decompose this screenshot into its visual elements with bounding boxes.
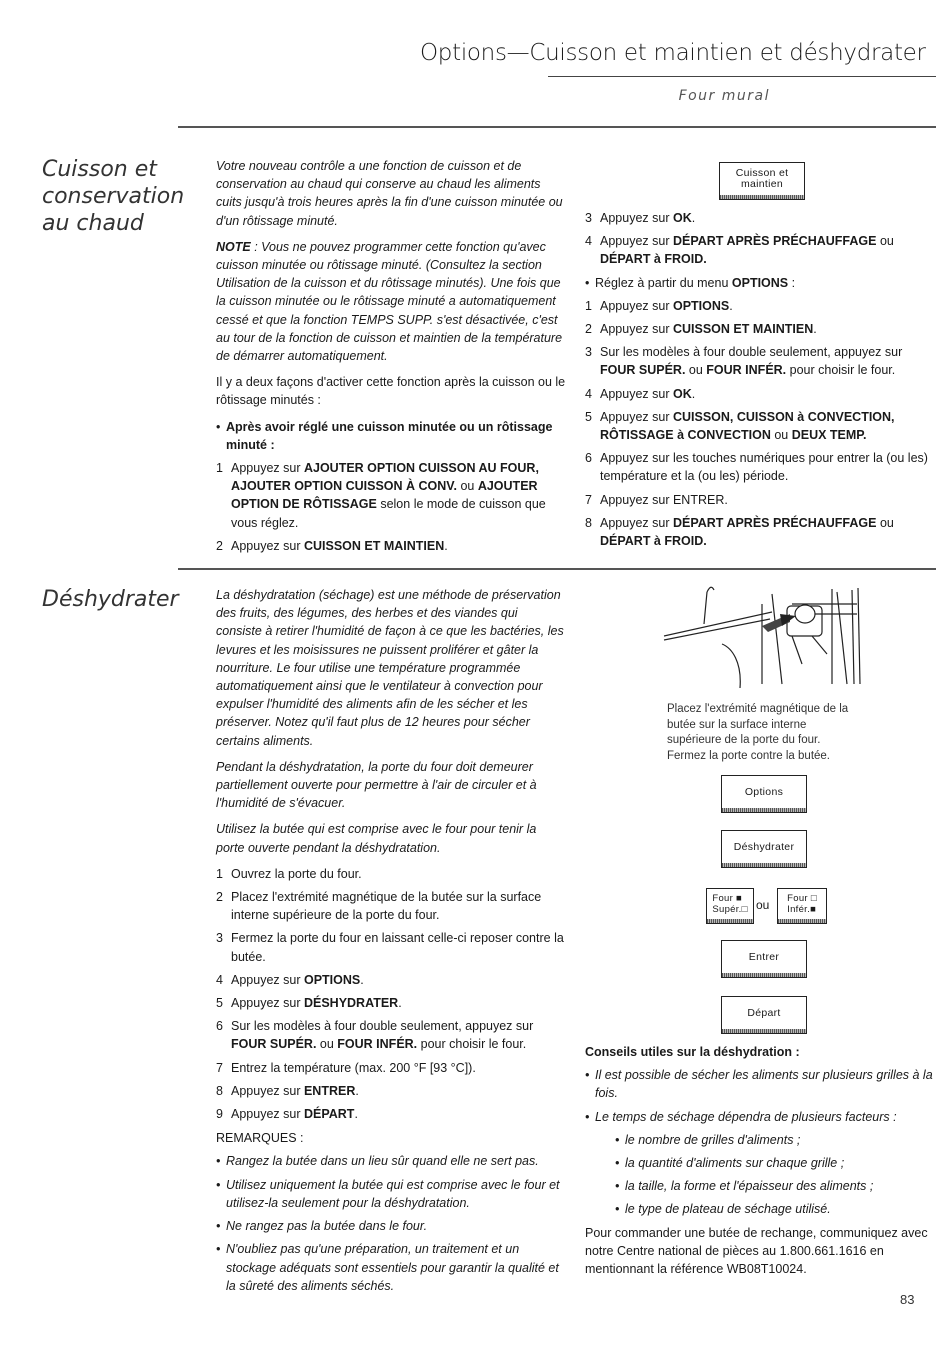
options-key: Options [721,775,807,813]
remarques-heading: REMARQUES : [216,1131,304,1146]
remarque-3: • Ne rangez pas la butée dans le four. [216,1219,428,1234]
section2-step-8: 8 Appuyez sur ENTRER. [216,1083,359,1098]
tip-2c: • la taille, la forme et l'épaisseur des aliments ; [615,1179,874,1194]
section1-bullet-a: • Après avoir réglé une cuisson minutée ou un rôtissage minuté : [216,419,553,452]
tips-section [585,1043,937,1286]
tip-2b: • la quantité d'aliments sur chaque grille ; [615,1156,845,1171]
section1-intro: Votre nouveau contrôle a une fonction de cuisson et de conservation au chaud qui conserve au chaud les aliments cuits jusqu'à trois heures après la fin d'une cuisson minutée ou d'un rôtissage minuté. [216,159,563,228]
section2-step-3: 3 Fermez la porte du four en laissant celle-ci reposer contre la butée. [216,931,564,964]
tips-title: Conseils utiles sur la déshydration : [585,1045,800,1059]
section2-intro-2: Pendant la déshydratation, la porte du four doit demeurer partiellement ouverte pour permettre à l'air de circuler et à l'humidité de s'évacuer. [216,759,537,811]
ou-label: ou [756,898,770,912]
tip-2a: • le nombre de grilles d'aliments ; [615,1132,801,1147]
page-number: 83 [900,1292,915,1307]
section1-step-3: 3 Appuyez sur OK. [585,211,696,225]
cuisson-et-maintien-key: Cuisson et maintien [719,162,805,200]
section1-step-2: 2 Appuyez sur CUISSON ET MAINTIEN. [216,538,448,553]
section1-step-4: 4 Appuyez sur DÉPART APRÈS PRÉCHAUFFAGE ou DÉPART à FROID. [585,234,894,267]
section1-b-step-2: 2 Appuyez sur CUISSON ET MAINTIEN. [585,322,817,337]
page-subtitle: Four mural [678,88,770,104]
section2-intro-1: La déshydratation (séchage) est une méthode de préservation des fruits, des légumes, des herbes et des viandes qui consiste à retirer l'humidité de façon à ce que les bactéries, les levures et les moisissures ne puissent proliférer et gâter la nourriture. Le four utilise une température programmée automatiquement ainsi que le ventilateur à convection pour expulser l'humidité des aliments afin de les sécher et les préserver. Notez qu'il faut plus de 12 heures pour sécher certains aliments. [216,588,564,748]
deshydrater-key: Déshydrater [721,830,807,868]
section2-step-9: 9 Appuyez sur DÉPART. [216,1107,358,1122]
section2-step-4: 4 Appuyez sur OPTIONS. [216,972,364,987]
section-divider [178,126,936,128]
tip-2: • Le temps de séchage dépendra de plusieurs facteurs : [585,1109,897,1124]
section1-note: NOTE : Vous ne pouvez programmer cette fonction qu'avec cuisson minutée ou rôtissage minuté. (Consultez la section Utilisation de la cuisson et du rôtissage minutés). Une fois que la cuisson minutée ou le rôtissage minuté a automatiquement cessé et que la fonction TEMPS SUPP. s'est désactivée, c'est au tour de la fonction de cuisson et maintien de la température de démarrer automatiquement. [216,239,563,364]
section2-step-7: 7 Entrez la température (max. 200 °F [93 °C]). [216,1060,476,1075]
section1-right-column [585,209,937,555]
entrer-key: Entrer [721,940,807,978]
tip-1: • Il est possible de sécher les aliments sur plusieurs grilles à la fois. [585,1068,933,1101]
section1-b-step-8: 8 Appuyez sur DÉPART APRÈS PRÉCHAUFFAGE ou DÉPART à FROID. [585,515,894,549]
section2-step-1: 1 Ouvrez la porte du four. [216,866,362,881]
illustration-caption: Placez l'extrémité magnétique de la butée sur la surface interne supérieure de la porte du four. Fermez la porte contre la butée. [667,703,849,762]
section1-b-step-7: 7 Appuyez sur ENTRER. [585,492,728,507]
remarque-1: • Rangez la butée dans un lieu sûr quand elle ne sert pas. [216,1154,539,1169]
oven-door-stop-illustration [662,584,862,688]
page-title: Options—Cuisson et maintien et déshydrater [420,40,926,66]
depart-key: Départ [721,996,807,1034]
header-rule [548,76,936,77]
section2-intro-3: Utilisez la butée qui est comprise avec le four pour tenir la porte ouverte pendant la déshydratation. [216,822,537,855]
remarque-4: • N'oubliez pas qu'une préparation, un traitement et un stockage adéquats sont essentiels pour garantir la qualité et la sûreté des aliments séchés. [216,1242,559,1293]
section1-b-step-3: 3 Sur les modèles à four double seulement, appuyez sur FOUR SUPÉR. ou FOUR INFÉR. pour choisir le four. [585,345,903,378]
section1-two-ways: Il y a deux façons d'activer cette fonction après la cuisson ou le rôtissage minutés : [216,375,566,408]
section-divider [178,568,936,570]
section-title-cuisson: Cuisson et conservation au chaud [42,157,185,236]
section1-left-column [216,157,566,560]
section2-step-2: 2 Placez l'extrémité magnétique de la butée sur la surface interne supérieure de la porte du four. [216,890,542,923]
section2-left-column [216,586,566,1300]
order-info: Pour commander une butée de rechange, communiquez avec notre Centre national de pièces au 1.800.661.1616 en mentionnant la référence WB08T10024. [585,1225,928,1277]
section1-step-1: 1 Appuyez sur AJOUTER OPTION CUISSON AU FOUR, AJOUTER OPTION CUISSON À CONV. ou AJOUTER OPTION DE RÔTISSAGE selon le mode de cuisson que vous réglez. [216,461,546,530]
remarque-2: • Utilisez uniquement la butée qui est comprise avec le four et utilisez-la seulement pour la déshydratation. [216,1177,560,1210]
four-infer-key: Four □ Infér.■ [777,888,827,924]
section1-b-step-1: 1 Appuyez sur OPTIONS. [585,298,733,313]
section2-step-5: 5 Appuyez sur DÉSHYDRATER. [216,996,402,1011]
section1-b-step-4: 4 Appuyez sur OK. [585,386,696,401]
four-super-key: Four ■ Supér.□ [706,888,754,924]
tip-2d: • le type de plateau de séchage utilisé. [615,1202,831,1217]
section1-bullet-b: • Réglez à partir du menu OPTIONS : [585,275,796,290]
section1-b-step-6: 6 Appuyez sur les touches numériques pour entrer la (ou les) température et la (ou les) période. [585,451,928,484]
section-title-deshydrater: Déshydrater [42,587,179,612]
section2-step-6: 6 Sur les modèles à four double seulement, appuyez sur FOUR SUPÉR. ou FOUR INFÉR. pour choisir le four. [216,1019,534,1052]
section1-b-step-5: 5 Appuyez sur CUISSON, CUISSON à CONVECTION, RÔTISSAGE à CONVECTION ou DEUX TEMP. [585,409,895,443]
